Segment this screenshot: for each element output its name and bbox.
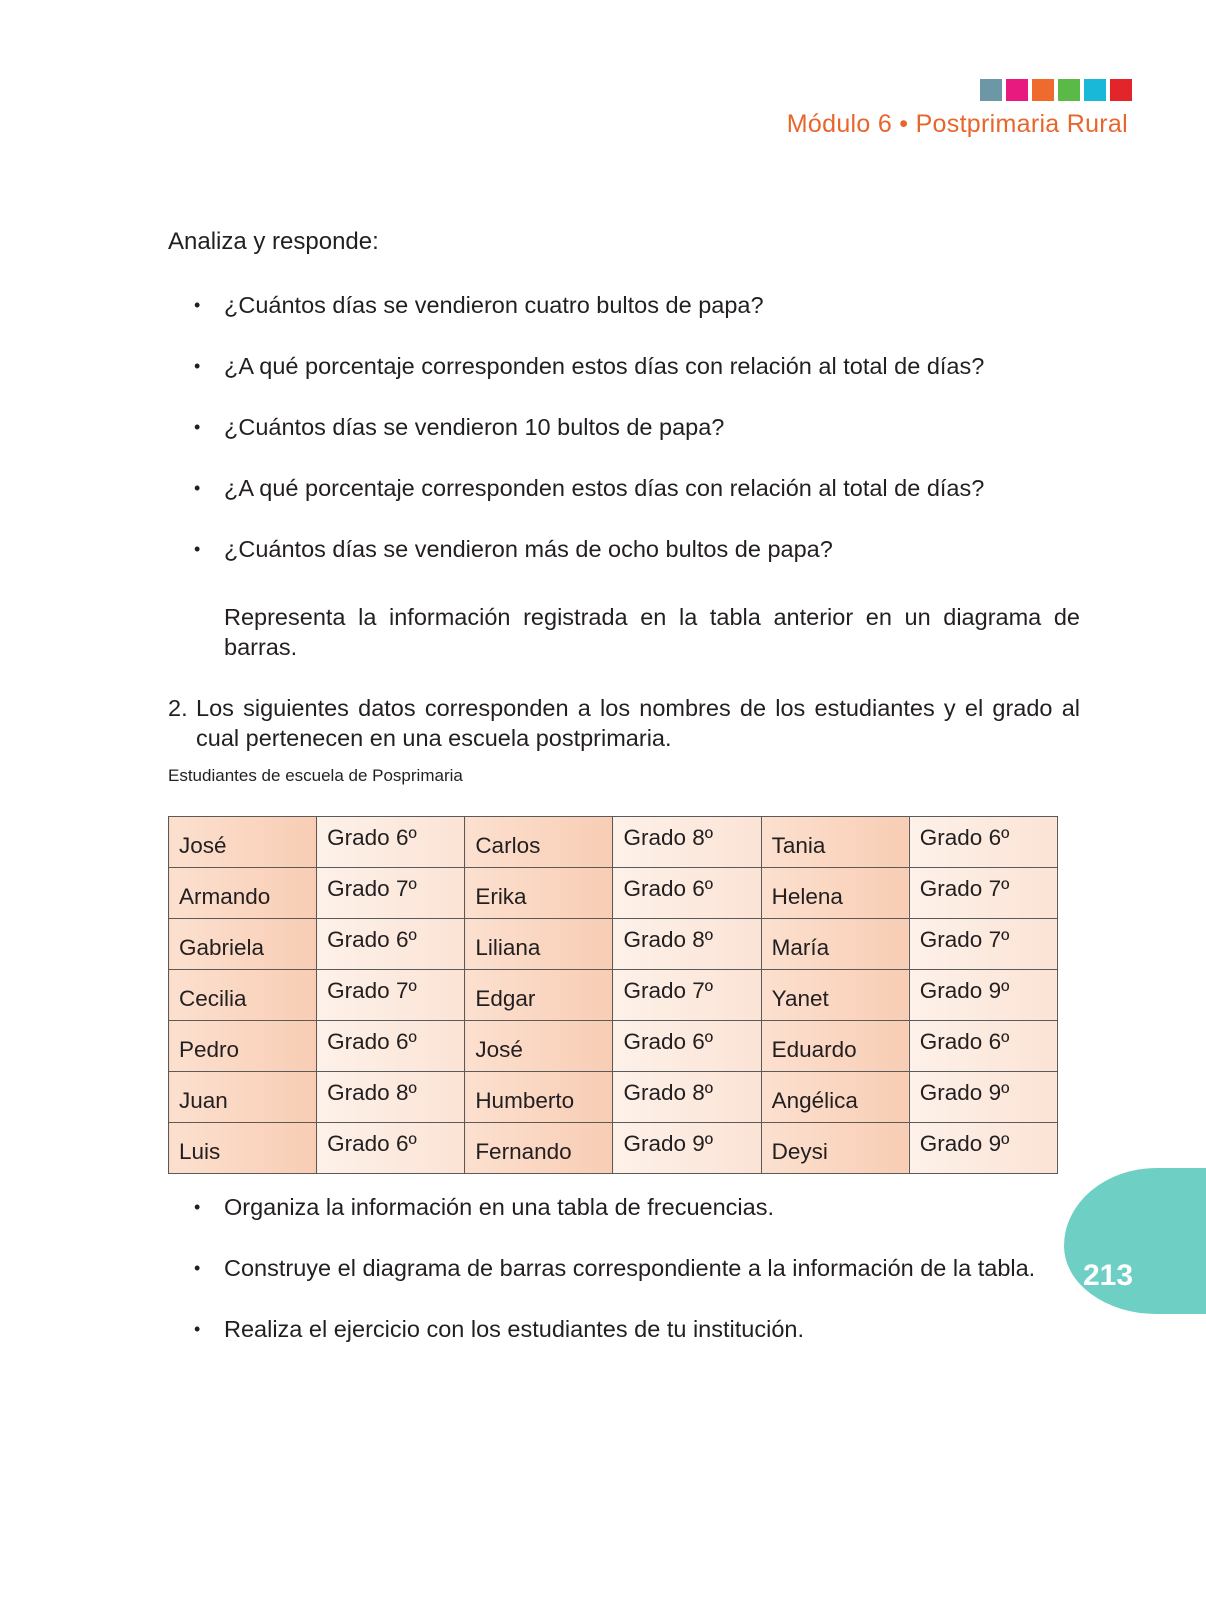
question-list xyxy=(168,290,1080,595)
table-caption: Estudiantes de escuela de Posprimaria xyxy=(168,766,463,785)
table-row xyxy=(169,817,1058,868)
page-number: 213 xyxy=(1083,1259,1134,1292)
student-name-cell: Helena xyxy=(761,868,909,919)
list-item: • ¿Cuántos días se vendieron más de ocho bultos de papa? xyxy=(168,534,1080,564)
student-name-cell: Gabriela xyxy=(169,919,317,970)
table-row xyxy=(169,868,1058,919)
student-name-cell: Edgar xyxy=(465,970,613,1021)
student-name-cell: Yanet xyxy=(761,970,909,1021)
grade-cell: Grado 6º xyxy=(613,868,761,919)
student-name-cell: Juan xyxy=(169,1072,317,1123)
grade-cell: Grado 7º xyxy=(613,970,761,1021)
student-name-cell: Liliana xyxy=(465,919,613,970)
item-text: Los siguientes datos corresponden a los nombres de los estudiantes y el grado al cual pertenecen en una escuela postprimaria. xyxy=(196,695,1080,751)
module-title: Módulo 6 • Postprimaria Rural xyxy=(786,110,1128,138)
grade-cell: Grado 8º xyxy=(317,1072,465,1123)
grade-cell: Grado 8º xyxy=(613,1072,761,1123)
student-name-cell: Cecilia xyxy=(169,970,317,1021)
item-number: 2. xyxy=(168,695,188,721)
color-square xyxy=(1110,79,1132,101)
list-item: • ¿Cuántos días se vendieron 10 bultos de papa? xyxy=(168,412,1080,442)
list-item: • ¿A qué porcentaje corresponden estos días con relación al total de días? xyxy=(168,473,1080,503)
student-name-cell: Armando xyxy=(169,868,317,919)
student-name-cell: Carlos xyxy=(465,817,613,868)
students-table xyxy=(168,816,1058,1174)
grade-cell: Grado 6º xyxy=(909,1021,1057,1072)
student-name-cell: Angélica xyxy=(761,1072,909,1123)
table-row xyxy=(169,1072,1058,1123)
grade-cell: Grado 6º xyxy=(317,1021,465,1072)
task-list xyxy=(168,1192,1080,1375)
table-row xyxy=(169,970,1058,1021)
grade-cell: Grado 7º xyxy=(317,868,465,919)
color-square xyxy=(980,79,1002,101)
list-item: • Organiza la información en una tabla de frecuencias. xyxy=(168,1192,1080,1222)
list-item: • Realiza el ejercicio con los estudiantes de tu institución. xyxy=(168,1314,1080,1344)
table-row xyxy=(169,919,1058,970)
grade-cell: Grado 9º xyxy=(909,1123,1057,1174)
student-name-cell: Luis xyxy=(169,1123,317,1174)
student-name-cell: Erika xyxy=(465,868,613,919)
header-color-squares xyxy=(980,79,1132,101)
list-item: • ¿Cuántos días se vendieron cuatro bultos de papa? xyxy=(168,290,1080,320)
exercise-item-2 xyxy=(168,693,1080,753)
grade-cell: Grado 8º xyxy=(613,817,761,868)
student-name-cell: José xyxy=(465,1021,613,1072)
color-square xyxy=(1058,79,1080,101)
color-square xyxy=(1032,79,1054,101)
student-name-cell: Pedro xyxy=(169,1021,317,1072)
student-name-cell: Deysi xyxy=(761,1123,909,1174)
grade-cell: Grado 6º xyxy=(317,1123,465,1174)
grade-cell: Grado 6º xyxy=(613,1021,761,1072)
instruction-note: Representa la información registrada en la tabla anterior en un diagrama de barras. xyxy=(224,604,1080,660)
student-name-cell: Eduardo xyxy=(761,1021,909,1072)
grade-cell: Grado 6º xyxy=(317,817,465,868)
student-name-cell: María xyxy=(761,919,909,970)
grade-cell: Grado 6º xyxy=(909,817,1057,868)
student-name-cell: José xyxy=(169,817,317,868)
grade-cell: Grado 9º xyxy=(613,1123,761,1174)
grade-cell: Grado 7º xyxy=(909,868,1057,919)
grade-cell: Grado 7º xyxy=(909,919,1057,970)
grade-cell: Grado 9º xyxy=(909,970,1057,1021)
student-name-cell: Fernando xyxy=(465,1123,613,1174)
student-name-cell: Humberto xyxy=(465,1072,613,1123)
grade-cell: Grado 9º xyxy=(909,1072,1057,1123)
grade-cell: Grado 6º xyxy=(317,919,465,970)
table-row xyxy=(169,1021,1058,1072)
list-item: • ¿A qué porcentaje corresponden estos días con relación al total de días? xyxy=(168,351,1080,381)
intro-text: Analiza y responde: xyxy=(168,228,379,255)
grade-cell: Grado 7º xyxy=(317,970,465,1021)
table-row xyxy=(169,1123,1058,1174)
list-item: • Construye el diagrama de barras correspondiente a la información de la tabla. xyxy=(168,1253,1080,1283)
grade-cell: Grado 8º xyxy=(613,919,761,970)
color-square xyxy=(1084,79,1106,101)
color-square xyxy=(1006,79,1028,101)
student-name-cell: Tania xyxy=(761,817,909,868)
